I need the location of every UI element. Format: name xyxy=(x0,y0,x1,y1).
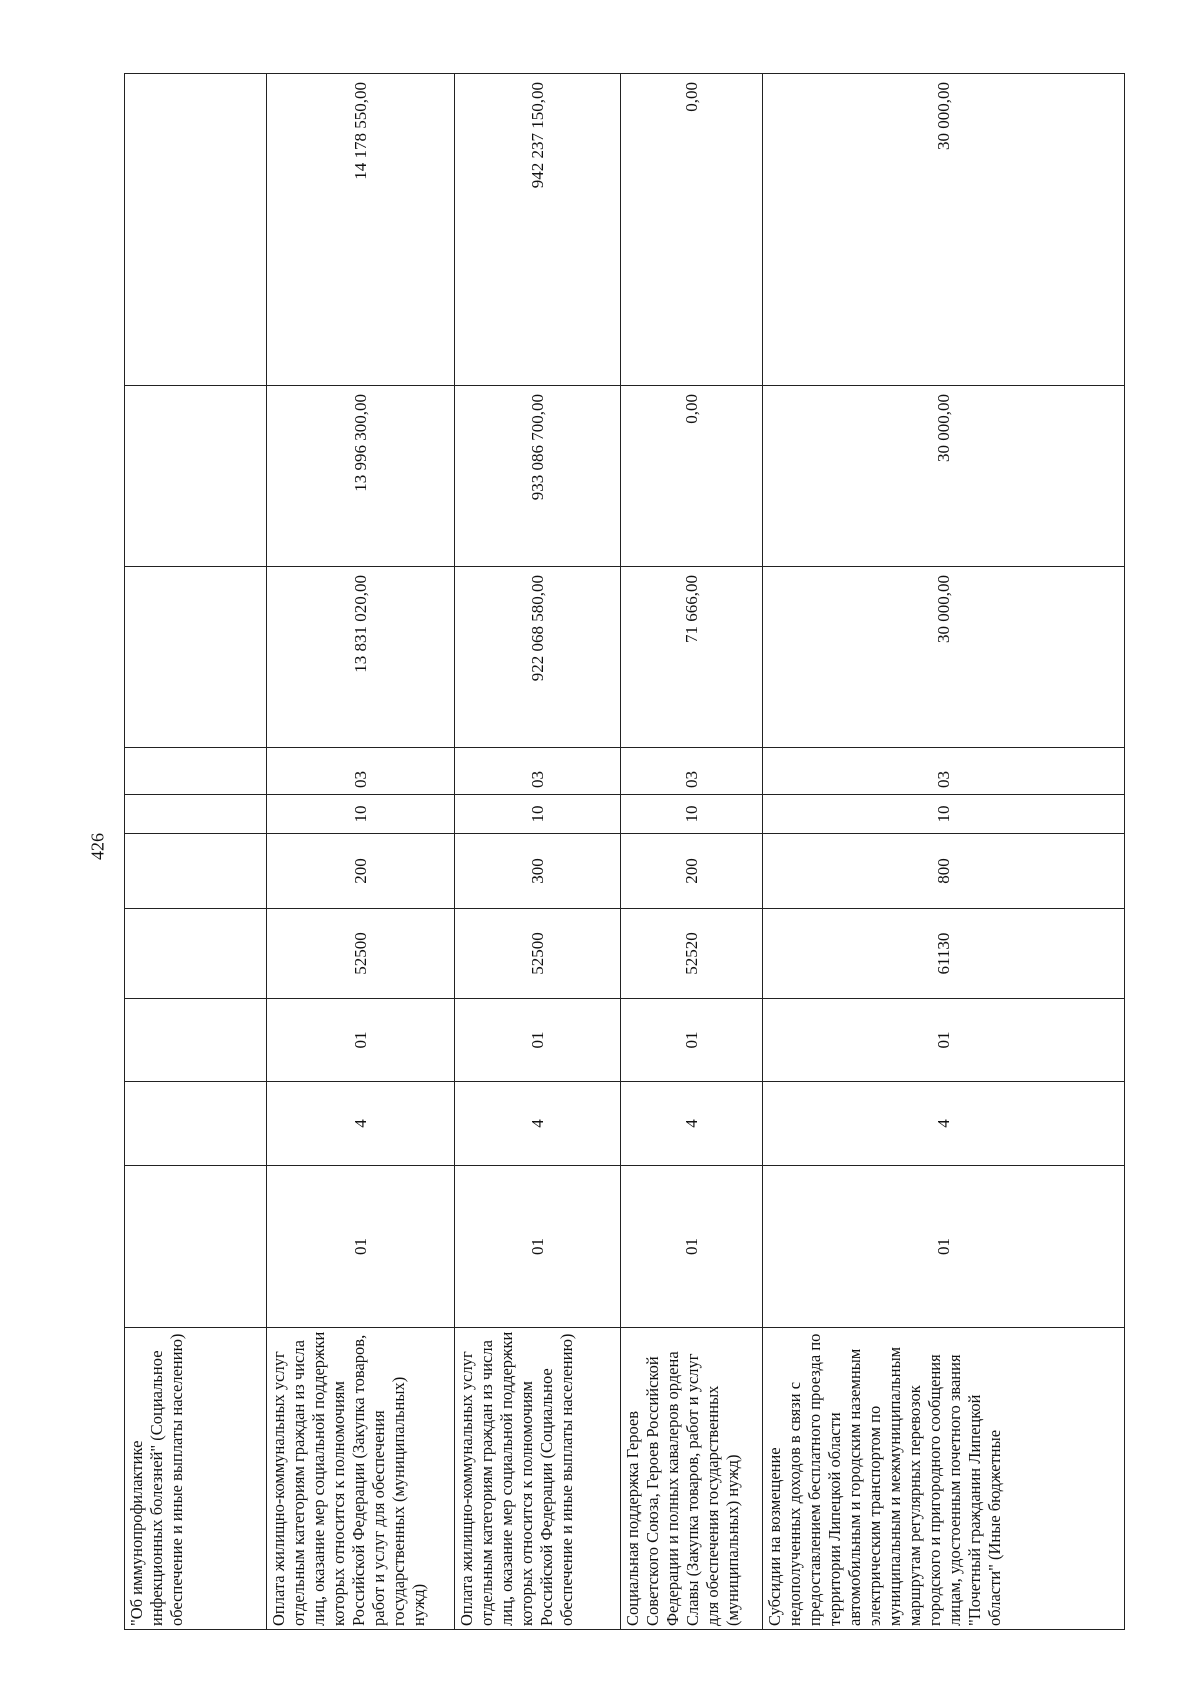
sum-year-2: 30 000,00 xyxy=(763,386,1125,567)
budget-table xyxy=(124,73,1125,1630)
program-code: 01 xyxy=(455,1166,621,1328)
row-description: Субсидии на возмещение недополученных доходов в связи с предоставлением бесплатного проезда по территории Липецкой области автомобильным и городским наземным электрическим транспортом по муниципальным и межмуниципальным маршрутам регулярных перевозок городского и пригородного сообщения лицам, удостоенным почетного звания "Почетный гражданин Липецкой области" (Иные бюджетные xyxy=(763,1328,1125,1630)
subsection-code: 03 xyxy=(455,748,621,795)
row-description: Оплата жилищно-коммунальных услуг отдельным категориям граждан из числа лиц, оказание мер социальной поддержки которых относится к полномочиям Российской Федерации (Социальное обеспечение и иные выплаты населению) xyxy=(455,1328,621,1630)
main-event-code: 01 xyxy=(621,999,763,1082)
main-event-code: 01 xyxy=(267,999,455,1082)
sum-year-3: 30 000,00 xyxy=(763,74,1125,386)
sum-year-2: 0,00 xyxy=(621,386,763,567)
sum-year-2: 13 996 300,00 xyxy=(267,386,455,567)
section-code: 10 xyxy=(267,795,455,834)
direction-code: 61130 xyxy=(763,909,1125,999)
subprogram-code: 4 xyxy=(455,1082,621,1166)
row-description: "Об иммунопрофилактике инфекционных болезней" (Социальное обеспечение и иные выплаты населению) xyxy=(125,1328,267,1630)
row-description: Социальная поддержка Героев Советского Союза, Героев Российской Федерации и полных кавалеров ордена Славы (Закупка товаров, работ и услуг для обеспечения государственных (муниципальных) нужд) xyxy=(621,1328,763,1630)
subsection-code: 03 xyxy=(763,748,1125,795)
section-code: 10 xyxy=(455,795,621,834)
expense-type-code: 800 xyxy=(763,834,1125,909)
subprogram-code: 4 xyxy=(763,1082,1125,1166)
expense-type-code: 200 xyxy=(621,834,763,909)
sum-year-3: 942 237 150,00 xyxy=(455,74,621,386)
subsection-code xyxy=(125,748,267,795)
direction-code: 52520 xyxy=(621,909,763,999)
main-event-code: 01 xyxy=(763,999,1125,1082)
subprogram-code: 4 xyxy=(267,1082,455,1166)
program-code: 01 xyxy=(621,1166,763,1328)
main-event-code: 01 xyxy=(455,999,621,1082)
sum-year-1: 13 831 020,00 xyxy=(267,567,455,748)
table-row xyxy=(267,74,455,1630)
section-code xyxy=(125,795,267,834)
table-row xyxy=(455,74,621,1630)
subsection-code: 03 xyxy=(621,748,763,795)
subprogram-code: 4 xyxy=(621,1082,763,1166)
expense-type-code: 300 xyxy=(455,834,621,909)
direction-code: 52500 xyxy=(267,909,455,999)
program-code: 01 xyxy=(763,1166,1125,1328)
table-row xyxy=(125,74,267,1630)
subsection-code: 03 xyxy=(267,748,455,795)
section-code: 10 xyxy=(621,795,763,834)
direction-code xyxy=(125,909,267,999)
subprogram-code xyxy=(125,1082,267,1166)
sum-year-1: 922 068 580,00 xyxy=(455,567,621,748)
expense-type-code xyxy=(125,834,267,909)
sum-year-3: 0,00 xyxy=(621,74,763,386)
sum-year-2: 933 086 700,00 xyxy=(455,386,621,567)
row-description: Оплата жилищно-коммунальных услуг отдельным категориям граждан из числа лиц, оказание мер социальной поддержки которых относится к полномочиям Российской Федерации (Закупка товаров, работ и услуг для обеспечения государственных (муниципальных) нужд) xyxy=(267,1328,455,1630)
section-code: 10 xyxy=(763,795,1125,834)
sum-year-1 xyxy=(125,567,267,748)
rotated-table-wrapper xyxy=(124,74,1124,1630)
main-event-code xyxy=(125,999,267,1082)
table-row xyxy=(763,74,1125,1630)
program-code xyxy=(125,1166,267,1328)
program-code: 01 xyxy=(267,1166,455,1328)
sum-year-3: 14 178 550,00 xyxy=(267,74,455,386)
sum-year-3 xyxy=(125,74,267,386)
direction-code: 52500 xyxy=(455,909,621,999)
table-row xyxy=(621,74,763,1630)
sum-year-1: 30 000,00 xyxy=(763,567,1125,748)
expense-type-code: 200 xyxy=(267,834,455,909)
sum-year-2 xyxy=(125,386,267,567)
page-number: 426 xyxy=(87,833,108,860)
sum-year-1: 71 666,00 xyxy=(621,567,763,748)
